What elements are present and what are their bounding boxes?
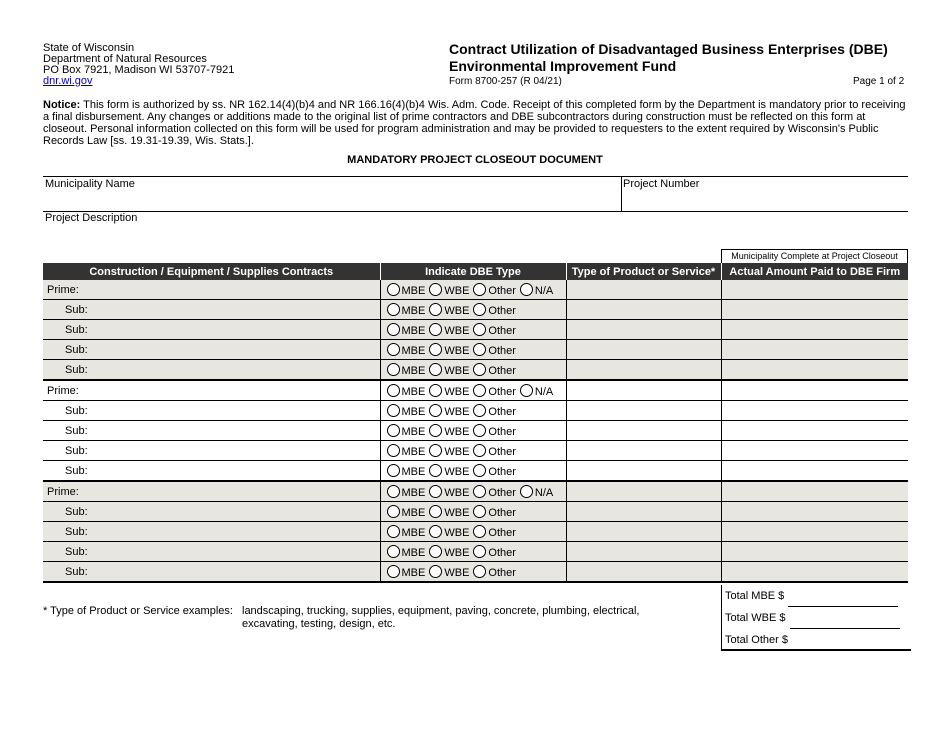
dbe-type-cell [380,481,566,502]
mbe-option-label: MBE [401,566,426,579]
mbe-option-label: MBE [401,546,426,559]
dbe-type-cell [380,461,566,482]
wbe-option[interactable] [429,285,469,297]
radio-circle-icon[interactable] [387,505,400,518]
radio-circle-icon[interactable] [429,444,442,457]
amount-paid-cell[interactable] [721,300,908,320]
mbe-option-label: MBE [401,506,426,519]
dbe-type-cell [380,421,566,441]
agency-po-box: PO Box 7921, Madison WI 53707-7921 [43,64,235,76]
radio-circle-icon[interactable] [473,464,486,477]
dbe-type-cell [380,401,566,421]
sub-row [43,421,908,441]
product-service-cell[interactable] [566,502,721,522]
prime-label: Prime: [47,283,79,296]
wbe-option-label: WBE [444,425,470,438]
wbe-option[interactable] [429,567,469,579]
sub-row [43,340,908,360]
radio-circle-icon[interactable] [387,464,400,477]
mbe-option-label: MBE [401,465,426,478]
wbe-option[interactable] [429,345,469,357]
product-service-cell[interactable] [566,461,721,482]
sub-row [43,320,908,340]
mbe-option[interactable] [387,406,426,418]
prime-row [43,280,908,300]
wbe-option[interactable] [429,365,469,377]
wbe-option[interactable] [429,446,469,458]
wbe-option[interactable] [429,527,469,539]
radio-circle-icon[interactable] [473,283,486,296]
mbe-option-label: MBE [401,284,426,297]
mbe-option-label: MBE [401,304,426,317]
radio-circle-icon[interactable] [473,545,486,558]
mbe-option[interactable] [387,426,426,438]
wbe-option[interactable] [429,305,469,317]
amount-paid-cell[interactable] [721,461,908,482]
mbe-option[interactable] [387,547,426,559]
other-option[interactable] [473,547,516,559]
sub-contractor-cell[interactable] [43,421,380,441]
header-contracts: Construction / Equipment / Supplies Contracts [43,263,380,280]
form-title [449,41,888,75]
radio-circle-icon[interactable] [429,303,442,316]
other-option[interactable] [473,305,516,317]
other-option-label: Other [488,385,516,398]
radio-circle-icon[interactable] [429,545,442,558]
product-service-cell[interactable] [566,340,721,360]
footnote-label: * Type of Product or Service examples: [43,605,233,617]
radio-circle-icon[interactable] [429,505,442,518]
radio-circle-icon[interactable] [473,404,486,417]
radio-circle-icon[interactable] [387,444,400,457]
mbe-option-label: MBE [401,526,426,539]
amount-paid-cell[interactable] [721,542,908,562]
mbe-option[interactable] [387,446,426,458]
radio-circle-icon[interactable] [429,525,442,538]
wbe-option-label: WBE [444,385,470,398]
sub-label: Sub: [65,404,88,417]
radio-circle-icon[interactable] [429,424,442,437]
radio-circle-icon[interactable] [429,283,442,296]
amount-paid-cell[interactable] [721,441,908,461]
total-other-label: Total Other $ [725,634,788,646]
other-option[interactable] [473,325,516,337]
radio-circle-icon[interactable] [387,343,400,356]
amount-paid-cell[interactable] [721,380,908,401]
mbe-option-label: MBE [401,425,426,438]
radio-circle-icon[interactable] [473,363,486,376]
dbe-type-cell [380,340,566,360]
mbe-option[interactable] [387,567,426,579]
wbe-option[interactable] [429,386,469,398]
sub-label: Sub: [65,343,88,356]
other-option-label: Other [488,324,516,337]
radio-circle-icon[interactable] [387,565,400,578]
total-wbe-label: Total WBE $ [725,612,786,624]
product-service-cell[interactable] [566,380,721,401]
project-description-label: Project Description [45,212,138,224]
sub-contractor-cell[interactable] [43,461,380,482]
other-option-label: Other [488,304,516,317]
other-option-label: Other [488,506,516,519]
other-option-label: Other [488,284,516,297]
website-link[interactable]: dnr.wi.gov [43,75,93,87]
product-service-cell[interactable] [566,542,721,562]
sub-contractor-cell[interactable] [43,542,380,562]
mbe-option[interactable] [387,527,426,539]
amount-paid-cell[interactable] [721,320,908,340]
na-option-label: N/A [534,486,554,499]
sub-label: Sub: [65,565,88,578]
radio-circle-icon[interactable] [387,404,400,417]
agency-address [43,43,234,87]
mbe-option[interactable] [387,466,426,478]
other-option-label: Other [488,486,516,499]
mbe-option-label: MBE [401,385,426,398]
radio-circle-icon[interactable] [429,384,442,397]
other-option[interactable] [473,345,516,357]
sub-label: Sub: [65,505,88,518]
radio-circle-icon[interactable] [520,485,533,498]
other-option[interactable] [473,365,516,377]
sub-contractor-cell[interactable] [43,441,380,461]
dbe-type-cell [380,380,566,401]
sub-label: Sub: [65,444,88,457]
radio-circle-icon[interactable] [473,323,486,336]
sub-contractor-cell[interactable] [43,562,380,583]
radio-circle-icon[interactable] [387,303,400,316]
amount-paid-cell[interactable] [721,340,908,360]
radio-circle-icon[interactable] [387,384,400,397]
product-service-cell[interactable] [566,562,721,583]
sub-row [43,441,908,461]
notice-text: This form is authorized by ss. NR 162.14(4)(b)4 and NR 166.16(4)(b)4 Wis. Adm. Code. Receipt of this completed form by the Department is mandatory prior to receiving a final disbursement. Any changes or additions made to the original list of prime contractors and DBE subcontractors during construction must be reflected on this form at closeout. Personal information collected on this form will be used for program administration and may be provided to requesters to the extent required by Wisconsin's Public Records Law [ss. 19.31-19.39, Wis. Stats.]. [43,99,906,147]
radio-circle-icon[interactable] [387,363,400,376]
wbe-option-label: WBE [444,304,470,317]
prime-contractor-cell[interactable] [43,280,380,300]
sub-row [43,522,908,542]
other-option-label: Other [488,546,516,559]
sub-contractor-cell[interactable] [43,300,380,320]
prime-label: Prime: [47,384,79,397]
other-option[interactable] [473,426,516,438]
sub-contractor-cell[interactable] [43,320,380,340]
mbe-option-label: MBE [401,445,426,458]
other-option-label: Other [488,526,516,539]
municipality-name-label: Municipality Name [45,178,135,190]
mbe-option[interactable] [387,305,426,317]
sub-label: Sub: [65,424,88,437]
product-service-cell[interactable] [566,421,721,441]
radio-circle-icon[interactable] [429,485,442,498]
mbe-option-label: MBE [401,405,426,418]
other-option[interactable] [473,285,516,297]
section-title: MANDATORY PROJECT CLOSEOUT DOCUMENT [347,154,603,166]
other-option[interactable] [473,406,516,418]
notice-label: Notice: [43,99,81,111]
sub-label: Sub: [65,464,88,477]
other-option-label: Other [488,566,516,579]
radio-circle-icon[interactable] [520,384,533,397]
product-service-cell[interactable] [566,441,721,461]
sub-row [43,401,908,421]
dbe-type-cell [380,502,566,522]
total-wbe-input[interactable] [790,614,900,629]
sub-contractor-cell[interactable] [43,522,380,542]
contracts-table [43,263,908,583]
amount-paid-cell[interactable] [721,502,908,522]
other-option-label: Other [488,405,516,418]
mbe-option-label: MBE [401,324,426,337]
total-mbe-input[interactable] [788,592,898,607]
amount-paid-cell[interactable] [721,481,908,502]
other-option[interactable] [473,527,516,539]
amount-paid-cell[interactable] [721,522,908,542]
footnote-line1: landscaping, trucking, supplies, equipment, paving, concrete, plumbing, electrical, [242,605,640,617]
other-option[interactable] [473,567,516,579]
wbe-option[interactable] [429,487,469,499]
wbe-option[interactable] [429,507,469,519]
wbe-option-label: WBE [444,486,470,499]
radio-circle-icon[interactable] [387,525,400,538]
project-number-label: Project Number [623,178,700,190]
divider [621,176,622,211]
wbe-option-label: WBE [444,506,470,519]
radio-circle-icon[interactable] [429,464,442,477]
sub-contractor-cell[interactable] [43,360,380,381]
product-service-cell[interactable] [566,320,721,340]
page-number: Page 1 of 2 [853,76,905,87]
project-number-input[interactable] [623,191,907,209]
total-other [725,629,911,651]
radio-circle-icon[interactable] [429,323,442,336]
wbe-option-label: WBE [444,526,470,539]
na-option-label: N/A [534,284,554,297]
sub-contractor-cell[interactable] [43,340,380,360]
table-header [43,263,908,280]
header-product: Type of Product or Service* [566,263,721,280]
wbe-option-label: WBE [444,566,470,579]
product-service-cell[interactable] [566,280,721,300]
mbe-option[interactable] [387,345,426,357]
product-service-cell[interactable] [566,522,721,542]
dbe-type-cell [380,441,566,461]
other-option[interactable] [473,446,516,458]
radio-circle-icon[interactable] [387,485,400,498]
na-option[interactable] [520,386,553,398]
na-option-label: N/A [534,385,554,398]
mbe-option-label: MBE [401,486,426,499]
radio-circle-icon[interactable] [473,525,486,538]
mbe-option[interactable] [387,507,426,519]
dbe-type-cell [380,360,566,381]
total-mbe-label: Total MBE $ [725,590,785,602]
product-service-cell[interactable] [566,481,721,502]
wbe-option[interactable] [429,547,469,559]
dbe-type-cell [380,542,566,562]
sub-label: Sub: [65,363,88,376]
divider [43,211,908,212]
radio-circle-icon[interactable] [473,505,486,518]
mbe-option[interactable] [387,325,426,337]
mbe-option[interactable] [387,365,426,377]
radio-circle-icon[interactable] [473,384,486,397]
radio-circle-icon[interactable] [387,424,400,437]
form-number: Form 8700-257 (R 04/21) [449,76,562,87]
footnote-line2: excavating, testing, design, etc. [242,618,396,630]
na-option[interactable] [520,487,553,499]
wbe-option-label: WBE [444,465,470,478]
sub-row [43,461,908,482]
prime-row [43,481,908,502]
other-option-label: Other [488,425,516,438]
agency-department: Department of Natural Resources [43,53,207,65]
divider [43,176,908,177]
sub-row [43,300,908,320]
agency-state: State of Wisconsin [43,42,135,54]
amount-paid-cell[interactable] [721,280,908,300]
sub-label: Sub: [65,545,88,558]
sub-label: Sub: [65,303,88,316]
wbe-option[interactable] [429,426,469,438]
dbe-type-cell [380,562,566,583]
wbe-option[interactable] [429,466,469,478]
total-mbe [725,585,911,607]
footnote-examples [242,605,639,631]
wbe-option-label: WBE [444,284,470,297]
radio-circle-icon[interactable] [473,485,486,498]
dbe-type-cell [380,300,566,320]
prime-contractor-cell[interactable] [43,481,380,502]
other-option-label: Other [488,465,516,478]
radio-circle-icon[interactable] [429,363,442,376]
sub-row [43,562,908,583]
totals-box [721,585,911,651]
radio-circle-icon[interactable] [473,565,486,578]
mbe-option-label: MBE [401,364,426,377]
project-description-input[interactable] [45,225,905,245]
dbe-type-cell [380,280,566,300]
mbe-option-label: MBE [401,344,426,357]
wbe-option-label: WBE [444,324,470,337]
notice [43,99,908,147]
sub-contractor-cell[interactable] [43,401,380,421]
radio-circle-icon[interactable] [520,283,533,296]
other-option[interactable] [473,487,516,499]
wbe-option-label: WBE [444,546,470,559]
sub-label: Sub: [65,323,88,336]
sub-label: Sub: [65,525,88,538]
form-title-line1: Contract Utilization of Disadvantaged Business Enterprises (DBE) [449,41,888,57]
other-option[interactable] [473,386,516,398]
radio-circle-icon[interactable] [473,444,486,457]
radio-circle-icon[interactable] [473,424,486,437]
prime-row [43,380,908,401]
wbe-option-label: WBE [444,364,470,377]
other-option-label: Other [488,344,516,357]
sub-row [43,502,908,522]
wbe-option-label: WBE [444,445,470,458]
mbe-option[interactable] [387,285,426,297]
product-service-cell[interactable] [566,360,721,381]
other-option[interactable] [473,466,516,478]
municipality-name-input[interactable] [45,191,617,209]
total-other-input[interactable] [792,636,902,651]
radio-circle-icon[interactable] [387,545,400,558]
wbe-option[interactable] [429,325,469,337]
sub-row [43,360,908,381]
amount-paid-cell[interactable] [721,360,908,381]
wbe-option[interactable] [429,406,469,418]
mbe-option[interactable] [387,487,426,499]
amount-paid-cell[interactable] [721,562,908,583]
dbe-type-cell [380,522,566,542]
radio-circle-icon[interactable] [429,565,442,578]
na-option[interactable] [520,285,553,297]
municipality-note: Municipality Complete at Project Closeout [721,249,908,263]
wbe-option-label: WBE [444,405,470,418]
radio-circle-icon[interactable] [387,283,400,296]
radio-circle-icon[interactable] [473,303,486,316]
header-amount: Actual Amount Paid to DBE Firm [721,263,908,280]
product-service-cell[interactable] [566,300,721,320]
radio-circle-icon[interactable] [473,343,486,356]
product-service-cell[interactable] [566,401,721,421]
sub-contractor-cell[interactable] [43,502,380,522]
total-wbe [725,607,911,629]
radio-circle-icon[interactable] [429,404,442,417]
wbe-option-label: WBE [444,344,470,357]
radio-circle-icon[interactable] [387,323,400,336]
amount-paid-cell[interactable] [721,401,908,421]
other-option[interactable] [473,507,516,519]
radio-circle-icon[interactable] [429,343,442,356]
mbe-option[interactable] [387,386,426,398]
other-option-label: Other [488,364,516,377]
other-option-label: Other [488,445,516,458]
form-title-line2: Environmental Improvement Fund [449,58,677,74]
prime-label: Prime: [47,485,79,498]
prime-contractor-cell[interactable] [43,380,380,401]
amount-paid-cell[interactable] [721,421,908,441]
sub-row [43,542,908,562]
dbe-type-cell [380,320,566,340]
header-dbe-type: Indicate DBE Type [380,263,566,280]
